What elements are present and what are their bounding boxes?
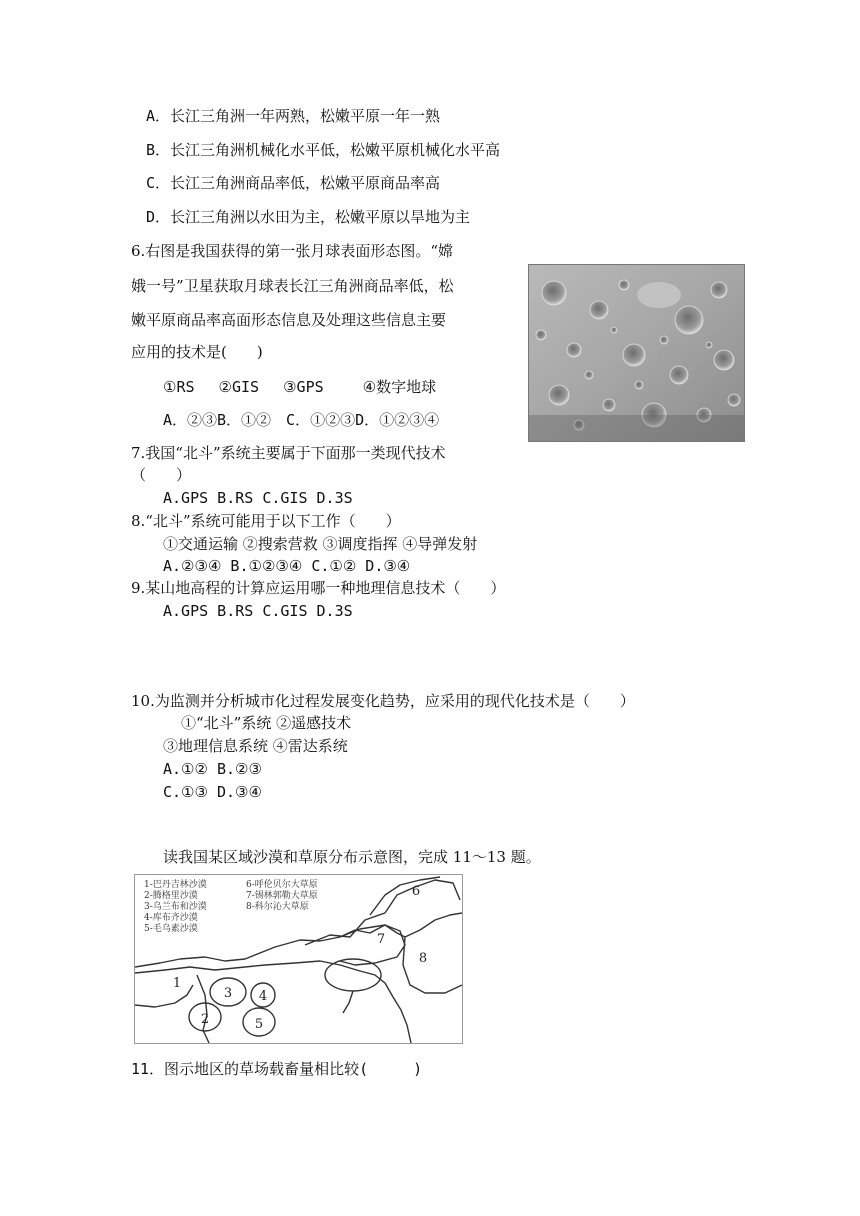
legend-item: 1-巴丹吉林沙漠: [144, 880, 207, 890]
q7-stem: 7.我国“北斗”系统主要属于下面那一类现代技术: [131, 444, 446, 462]
legend-item: 8-科尔沁大草原: [246, 902, 309, 912]
q5-option-d: D．长江三角洲以水田为主，松嫩平原以旱地为主: [146, 208, 471, 226]
q7-answer-paren: （ ）: [131, 466, 192, 484]
region-label-3: 3: [223, 986, 233, 1001]
q7-options: A.GPS B.RS C.GIS D.3S: [163, 489, 353, 507]
legend-item: 4-库布齐沙漠: [144, 913, 198, 923]
q10-options-2: C.①③ D.③④: [163, 783, 262, 801]
legend-item: 6-呼伦贝尔大草原: [246, 880, 318, 890]
legend-item: 7-锡林郭勒大草原: [246, 891, 318, 901]
q5-option-b: B．长江三角洲机械化水平低，松嫩平原机械化水平高: [146, 141, 501, 159]
q9-options: A.GPS B.RS C.GIS D.3S: [163, 602, 353, 620]
q8-stem: 8.“北斗”系统可能用于以下工作（ ）: [131, 512, 401, 530]
map-intro-text: 读我国某区域沙漠和草原分布示意图，完成 11～13 题。: [163, 848, 541, 866]
q10-choices-2: ③地理信息系统 ④雷达系统: [163, 737, 348, 755]
q6-choices: ①RS ②GIS ③GPS ④数字地球: [163, 378, 437, 396]
region-label-1: 1: [172, 976, 182, 991]
legend-item: 3-乌兰布和沙漠: [144, 902, 207, 912]
q10-choices-1: ①“北斗”系统 ②遥感技术: [181, 714, 352, 732]
q11-stem: 11．图示地区的草场载畜量相比较( ): [131, 1060, 423, 1078]
q10-options-1: A.①② B.②③: [163, 760, 262, 778]
q6-options: A．②③B．①② C．①②③D．①②③④: [163, 411, 440, 429]
q10-stem: 10.为监测并分析城市化过程发展变化趋势，应采用的现代化技术是（ ）: [131, 692, 635, 710]
q5-option-c: C．长江三角洲商品率低，松嫩平原商品率高: [146, 174, 441, 192]
moon-surface-image: [528, 264, 745, 442]
desert-grassland-map: [134, 874, 463, 1044]
region-label-2: 2: [200, 1012, 210, 1027]
region-label-5: 5: [254, 1017, 264, 1032]
map-drawing: [135, 875, 462, 1043]
q6-stem-line-4: 应用的技术是( ): [131, 343, 263, 361]
q5-option-a: A．长江三角洲一年两熟，松嫩平原一年一熟: [146, 107, 441, 125]
q6-stem-line-2: 娥一号”卫星获取月球表长江三角洲商品率低，松: [131, 277, 454, 295]
region-label-6: 6: [411, 884, 421, 899]
region-label-8: 8: [418, 951, 428, 966]
q6-stem-line-1: 6.右图是我国获得的第一张月球表面形态图。“嫦: [131, 242, 453, 260]
q9-stem: 9.某山地高程的计算应运用哪一种地理信息技术（ ）: [131, 579, 506, 597]
q8-options: A.②③④ B.①②③④ C.①② D.③④: [163, 557, 411, 575]
legend-item: 5-毛乌素沙漠: [144, 924, 198, 934]
q6-stem-line-3: 嫩平原商品率高面形态信息及处理这些信息主要: [131, 311, 447, 329]
q8-choices: ①交通运输 ②搜索营救 ③调度指挥 ④导弹发射: [163, 535, 478, 553]
legend-item: 2-腾格里沙漠: [144, 891, 198, 901]
region-label-4: 4: [258, 989, 268, 1004]
region-label-7: 7: [376, 932, 386, 947]
